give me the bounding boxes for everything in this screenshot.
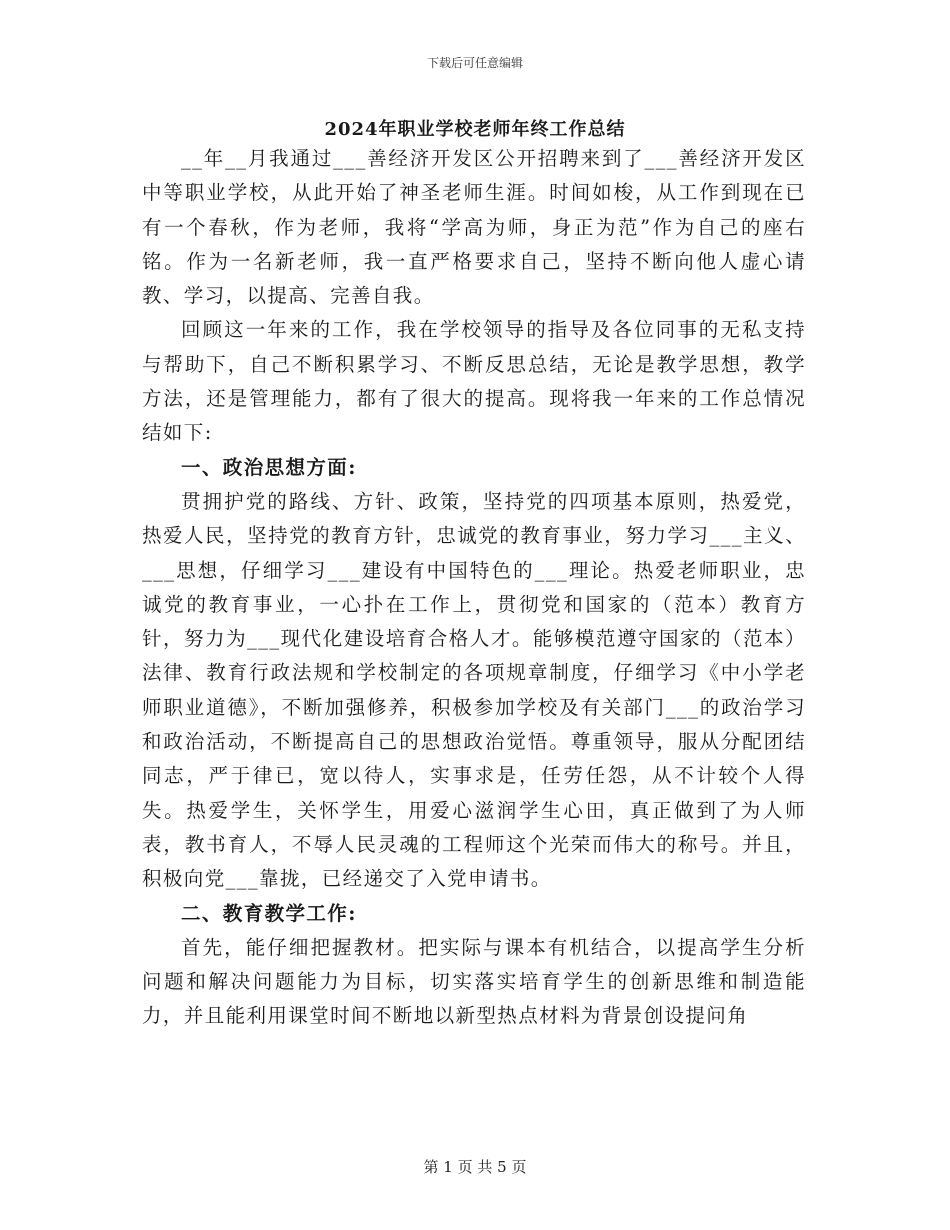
- section-heading-teaching: 二、教育教学工作:: [181, 901, 357, 925]
- paragraph-intro: __年__月我通过___善经济开发区公开招聘来到了___善经济开发区中等职业学校，从此开始了神圣老师生涯。时间如梭，从工作到现在已有一个春秋，作为老师，我将“学高为师，身正为范”作为自己的座右铭。作为一名新老师，我一直严格要求自己，坚持不断向他人虚心请教、学习，以提高、完善自我。: [142, 147, 806, 308]
- page-number-footer: 第 1 页 共 5 页: [423, 1158, 527, 1176]
- paragraph-political: 贯拥护党的路线、方针、政策，坚持党的四项基本原则，热爱党，热爱人民，坚持党的教育方针，忠诚党的教育事业，努力学习___主义、___思想，仔细学习___建设有中国特色的___理论。热爱老师职业，忠诚党的教育事业，一心扑在工作上，贯彻党和国家的（范本）教育方针，努力为___现代化建设培育合格人才。能够模范遵守国家的（范本）法律、教育行政法规和学校制定的各项规章制度，仔细学习《中小学老师职业道德》，不断加强修养，积极参加学校及有关部门___的政治学习和政治活动，不断提高自己的思想政治觉悟。尊重领导，服从分配团结同志，严于律已，宽以待人，实事求是，任劳任怨，从不计较个人得失。热爱学生，关怀学生，用爱心滋润学生心田，真正做到了为人师表，教书育人，不辱人民灵魂的工程师这个光荣而伟大的称号。并且，积极向党___靠拢，已经递交了入党申请书。: [142, 489, 806, 891]
- section-heading-political: 一、政治思想方面:: [181, 455, 357, 479]
- document-title: 2024年职业学校老师年终工作总结: [324, 119, 626, 140]
- header-note: 下载后可任意编辑: [426, 56, 523, 70]
- document-body: [142, 142, 806, 1034]
- paragraph-teaching: 首先，能仔细把握教材。把实际与课本有机结合，以提高学生分析问题和解决问题能力为目标，切实落实培育学生的创新思维和制造能力，并且能利用课堂时间不断地以新型热点材料为背景创设提问角: [142, 935, 806, 1028]
- paragraph-review: 回顾这一年来的工作，我在学校领导的指导及各位同事的无私支持与帮助下，自己不断积累学习、不断反思总结，无论是教学思想，教学方法，还是管理能力，都有了很大的提高。现将我一年来的工作总情况结如下:: [142, 318, 806, 445]
